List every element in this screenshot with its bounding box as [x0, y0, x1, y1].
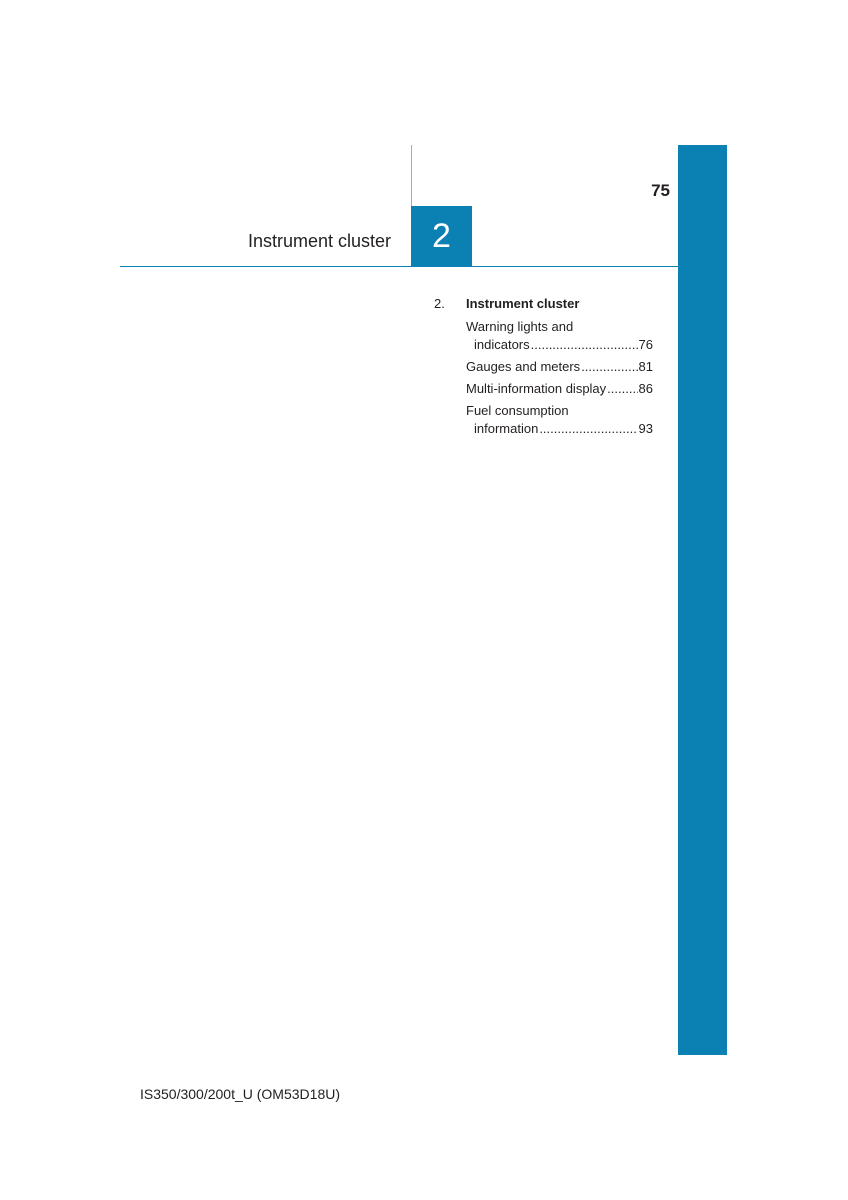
toc-entry-multi-information-display[interactable] — [466, 380, 653, 398]
chapter-title: Instrument cluster — [247, 231, 391, 251]
page-number: 75 — [651, 181, 670, 200]
table-of-contents — [434, 295, 653, 442]
side-chapter-tab — [678, 145, 727, 1055]
toc-entry-page: 93 — [638, 421, 653, 436]
toc-entry-text: Multi-information display — [466, 381, 607, 396]
footer-model-code: IS350/300/200t_U (OM53D18U) — [140, 1086, 340, 1102]
dot-leader — [607, 380, 637, 398]
header-rule — [120, 266, 678, 267]
chapter-number-box: 2 — [411, 206, 472, 266]
toc-entry-text-line1: Fuel consumption — [466, 403, 569, 418]
toc-section-number: 2. — [434, 296, 445, 311]
dot-leader — [581, 358, 637, 376]
toc-section-title: Instrument cluster — [466, 296, 580, 311]
toc-entry-warning-lights[interactable] — [466, 318, 653, 354]
toc-section-heading — [434, 295, 653, 313]
toc-entry-page: 86 — [638, 381, 653, 396]
toc-entry-text-line1: Warning lights and — [466, 319, 574, 334]
toc-entry-page: 76 — [638, 337, 653, 352]
toc-entry-gauges-meters[interactable] — [466, 358, 653, 376]
dot-leader — [539, 420, 637, 438]
toc-entry-page: 81 — [638, 359, 653, 374]
dot-leader — [531, 336, 638, 354]
toc-entry-fuel-consumption[interactable] — [466, 402, 653, 438]
toc-entry-text: Gauges and meters — [466, 359, 581, 374]
toc-entry-text-line2: information — [474, 421, 539, 436]
toc-entry-text-line2: indicators — [474, 337, 530, 352]
vertical-divider — [411, 145, 412, 207]
